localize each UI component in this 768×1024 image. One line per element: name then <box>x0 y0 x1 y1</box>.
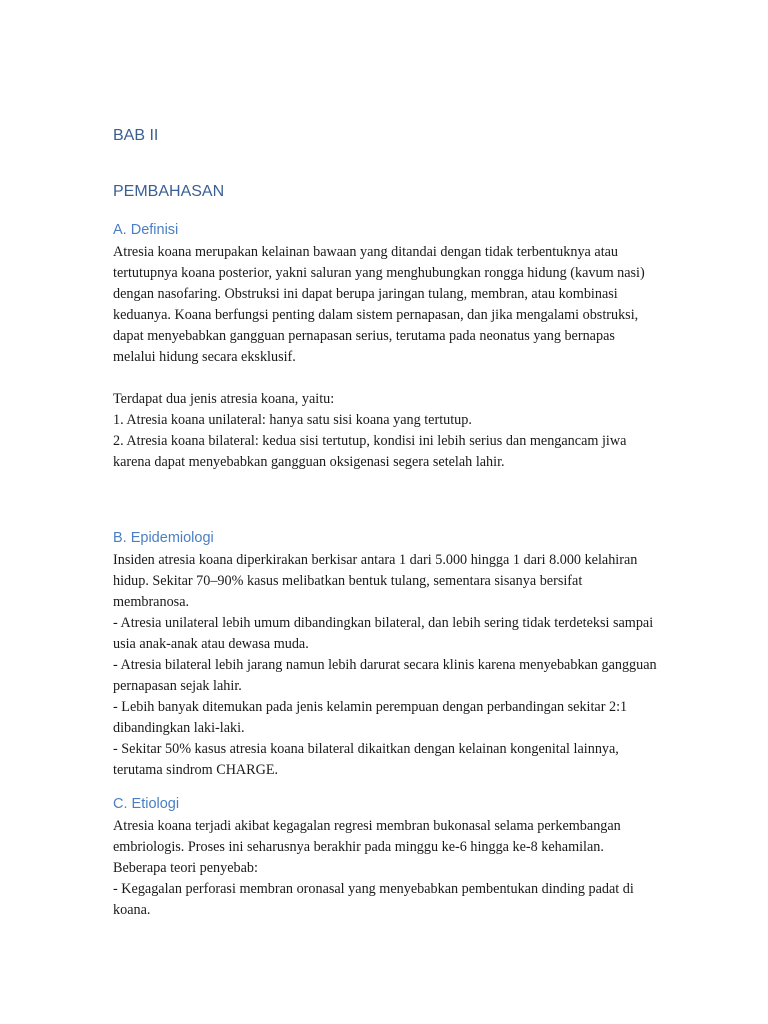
body-paragraph: Atresia koana terjadi akibat kegagalan regresi membran bukonasal selama perkembangan embriologis. Proses ini seharusnya berakhir pada minggu ke-6 hingga ke-8 kehamilan. Beberapa teori penyebab: <box>113 818 621 876</box>
section-heading: A. Definisi <box>113 222 179 238</box>
bullet-item: - Lebih banyak ditemukan pada jenis kelamin perempuan dengan perbandingan sekitar 2:1 dibandingkan laki-laki. <box>113 699 628 736</box>
section-heading: B. Epidemiologi <box>113 530 214 546</box>
bullet-item: - Kegagalan perforasi membran oronasal yang menyebabkan pembentukan dinding padat di koana. <box>113 881 634 918</box>
section-etiologi <box>113 794 658 921</box>
list-item: 2. Atresia koana bilateral: kedua sisi tertutup, kondisi ini lebih serius dan mengancam jiwa karena dapat menyebabkan gangguan oksigenasi segera setelah lahir. <box>113 433 627 470</box>
chapter-title: PEMBAHASAN <box>113 183 225 200</box>
bullet-item: - Sekitar 50% kasus atresia koana bilateral dikaitkan dengan kelainan kongenital lainnya, terutama sindrom CHARGE. <box>113 741 619 778</box>
section-definisi <box>113 220 658 473</box>
list-item: 1. Atresia koana unilateral: hanya satu sisi koana yang tertutup. <box>113 412 472 428</box>
body-paragraph: Atresia koana merupakan kelainan bawaan yang ditandai dengan tidak terbentuknya atau tertutupnya koana posterior, yakni saluran yang menghubungkan rongga hidung (kavum nasi) dengan nasofaring. Obstruksi ini dapat berupa jaringan tulang, membran, atau kombinasi keduanya. Koana berfungsi penting dalam sistem pernapasan, dan jika mengalami obstruksi, dapat menyebabkan gangguan pernapasan serius, terutama pada neonatus yang bernapas melalui hidung secara eksklusif. <box>113 244 645 365</box>
section-epidemiologi <box>113 528 658 781</box>
bullet-item: - Atresia bilateral lebih jarang namun lebih darurat secara klinis karena menyebabkan gangguan pernapasan sejak lahir. <box>113 657 657 694</box>
list-intro: Terdapat dua jenis atresia koana, yaitu: <box>113 391 335 407</box>
section-heading: C. Etiologi <box>113 796 180 812</box>
body-paragraph: Insiden atresia koana diperkirakan berkisar antara 1 dari 5.000 hingga 1 dari 8.000 kelahiran hidup. Sekitar 70–90% kasus melibatkan bentuk tulang, sementara sisanya bersifat membranosa. <box>113 552 638 610</box>
paragraph-gap <box>113 368 658 389</box>
chapter-number: BAB II <box>113 127 159 144</box>
bullet-item: - Atresia unilateral lebih umum dibandingkan bilateral, dan lebih sering tidak terdeteksi sampai usia anak-anak atau dewasa muda. <box>113 615 654 652</box>
